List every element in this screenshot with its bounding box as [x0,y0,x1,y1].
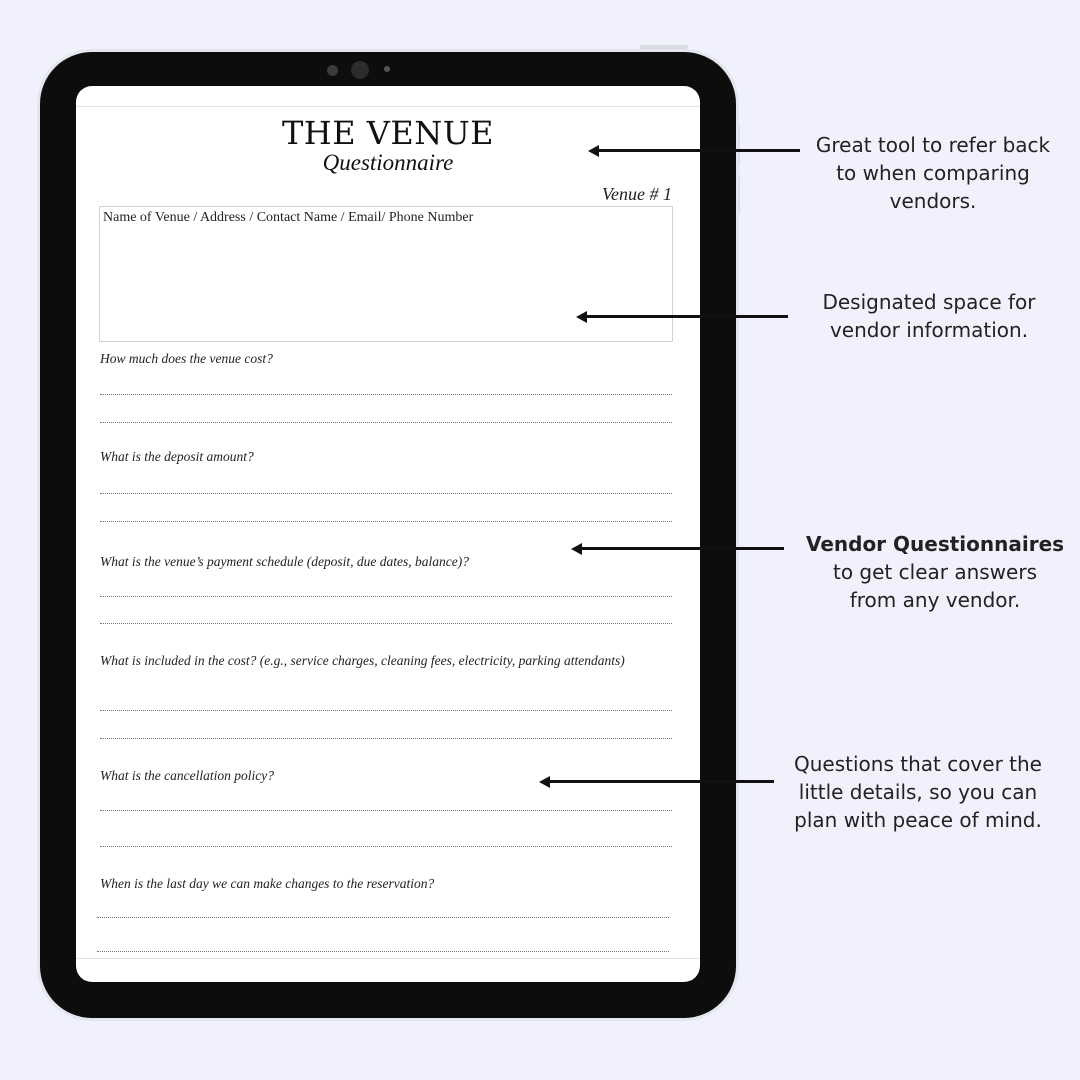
annotation-text: to when comparing [836,161,1030,185]
answer-line[interactable] [100,710,672,711]
question-cost: How much does the venue cost? [100,351,273,366]
answer-line[interactable] [100,394,672,395]
tablet-top-button [640,45,688,49]
annotation-vendor-questionnaires [800,530,1070,614]
camera-flash-icon [384,66,390,72]
answer-line[interactable] [100,521,672,522]
arrow-line [585,315,788,318]
question-deposit: What is the deposit amount? [100,449,254,464]
venue-number: Venue # 1 [602,184,672,204]
answer-line[interactable] [100,623,672,624]
vendor-info-label: Name of Venue / Address / Contact Name / Email/ Phone Number [103,210,474,225]
tablet-volume-down-button [736,175,740,215]
answer-line[interactable] [100,738,672,739]
arrow-line [597,149,800,152]
annotation-text: Great tool to refer back [815,133,1051,157]
annotation-bold-text: Vendor Questionnaires [805,532,1065,556]
tablet-volume-up-button [736,125,740,165]
annotation-text: Designated space for [822,290,1036,314]
answer-line[interactable] [100,422,672,423]
tablet-screen [76,86,700,982]
camera-lens-icon [351,61,369,79]
annotation-text: plan with peace of mind. [794,808,1042,832]
page-top-edge [76,106,700,107]
annotation-text: vendors. [889,189,977,213]
annotation-little-details [780,750,1056,834]
annotation-vendor-info [796,288,1062,344]
tablet-frame [40,52,736,1018]
answer-line[interactable] [100,810,672,811]
document-title: THE VENUE [281,114,495,152]
camera-sensor-icon [327,65,338,76]
answer-line[interactable] [97,917,669,918]
annotation-text: Questions that cover the [794,752,1042,776]
answer-line[interactable] [97,951,669,952]
annotation-text: to get clear answers [833,560,1037,584]
question-cancellation: What is the cancellation policy? [100,768,274,783]
page-bottom-edge [76,958,700,959]
question-last-change-day: When is the last day we can make changes to the reservation? [100,876,435,891]
annotation-text: little details, so you can [798,780,1038,804]
arrow-line [580,547,784,550]
answer-line[interactable] [100,596,672,597]
question-included-cost: What is included in the cost? (e.g., service charges, cleaning fees, electricity, parking attendants) [100,653,625,668]
answer-line[interactable] [100,493,672,494]
arrow-line [548,780,774,783]
annotation-text: from any vendor. [849,588,1021,612]
document-subtitle: Questionnaire [322,150,454,175]
question-payment-schedule: What is the venue’s payment schedule (deposit, due dates, balance)? [100,554,470,569]
answer-line[interactable] [100,846,672,847]
annotation-comparing [800,131,1066,215]
annotation-text: vendor information. [829,318,1029,342]
